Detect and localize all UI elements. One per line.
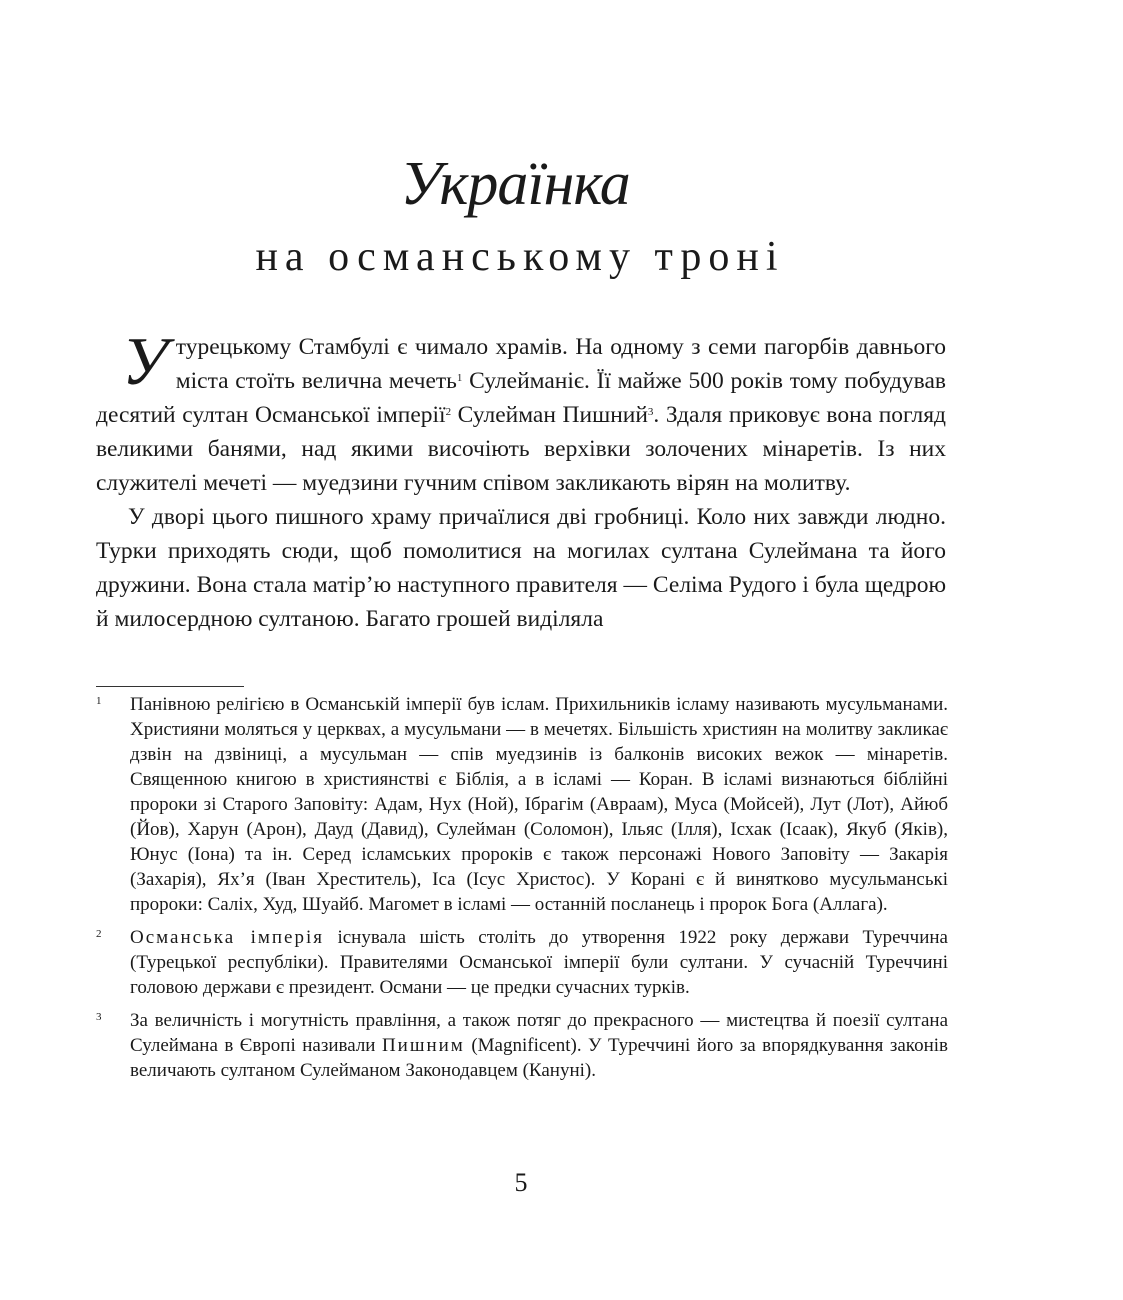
footnote-1 (96, 692, 948, 917)
paragraph-1-part-b: Сулейманіє. Її майже 500 років тому побудував десятий султан Османської імперії (96, 368, 946, 428)
footnote-text: Панівною релігією в Османській імперії був іслам. Прихильників ісламу називають мусульманами. Християни моляться у церквах, а мусульмани — в мечетях. Більшість християн на молитву закликає дзвін на дзвіниці, а мусульман — спів муедзинів із балконів високих вежок — мінаретів. Священною книгою в християнстві є Біблія, а в ісламі — Коран. В ісламі визнаються біблійні пророки зі Старого Заповіту: Адам, Нух (Ной), Ібрагім (Авраам), Муса (Мойсей), Лут (Лот), Айюб (Йов), Харун (Арон), Дауд (Давид), Сулейман (Соломон), Ільяс (Ілля), Ісхак (Ісаак), Якуб (Яків), Юнус (Іона) та ін. Серед ісламських пророків є також персонажі Нового Заповіту — Закарія (Захарія), Ях’я (Іван Хреститель), Іса (Ісус Христос). У Корані є й винятково мусульманські пророки: Саліх, Худ, Шуайб. Магомет в ісламі — останній посланець і пророк Бога (Аллага). (130, 694, 948, 915)
main-text (96, 323, 946, 636)
footnote-number: 2 (96, 928, 102, 940)
paragraph-1-part-d: . Здаля приковує вона погляд великими банями, над якими височіють верхівки золочених мінаретів. Із них служителі мечеті — муедзини гучним співом закликають вірян на молитву. (96, 402, 946, 496)
footnote-number: 1 (96, 695, 102, 707)
chapter-title-line1: Українка (400, 150, 630, 218)
footnote-number: 3 (96, 1011, 102, 1023)
paragraph-1 (96, 323, 946, 500)
footnote-separator (96, 686, 244, 687)
paragraph-2: У дворі цього пишного храму причаїлися дві гробниці. Коло них завжди людно. Турки приходять сюди, щоб помолитися на могилах султана Сулеймана та його дружини. Вона стала матір’ю наступного правителя — Селіма Рудого і була щедрою й милосердною султаною. Багато грошей виділяла (96, 504, 946, 632)
drop-cap: У (122, 323, 168, 399)
footnote-text: існувала шість століть до утворення 1922 року держави Туреччина (Турецької республіки). Правителями Османської імперії були султани. У сучасній Туреччині головою держави є президент. Османи — це предки сучасних турків. (130, 927, 948, 998)
footnote-text-a: За величність і могутність правління, а також потяг до прекрасного — мистецтва й поезії султана Сулеймана в Європі називали (130, 1010, 948, 1056)
footnote-2 (96, 925, 948, 1000)
paragraph-1-part-a: турецькому Стамбулі є чимало храмів. На одному з семи пагорбів давнього міста стоїть велична мечеть (175, 334, 946, 394)
footnote-term: Пишним (381, 1035, 465, 1056)
chapter-title-line2: на османському троні (255, 234, 785, 280)
footnote-ref-3[interactable]: 3 (647, 406, 654, 418)
footnotes (96, 692, 948, 1091)
footnote-ref-1[interactable]: 1 (456, 372, 463, 384)
page-number: 5 (514, 1168, 528, 1197)
paragraph-1-part-c: Сулейман Пишний (451, 402, 648, 428)
footnote-ref-2[interactable]: 2 (445, 406, 452, 418)
footnote-term: Османська імперія (130, 927, 324, 948)
footnote-text-b: (Magnificent). У Туреччині його за впорядкування законів величають султаном Сулейманом Законодавцем (Кануні). (130, 1035, 948, 1081)
footnote-3 (96, 1008, 948, 1083)
